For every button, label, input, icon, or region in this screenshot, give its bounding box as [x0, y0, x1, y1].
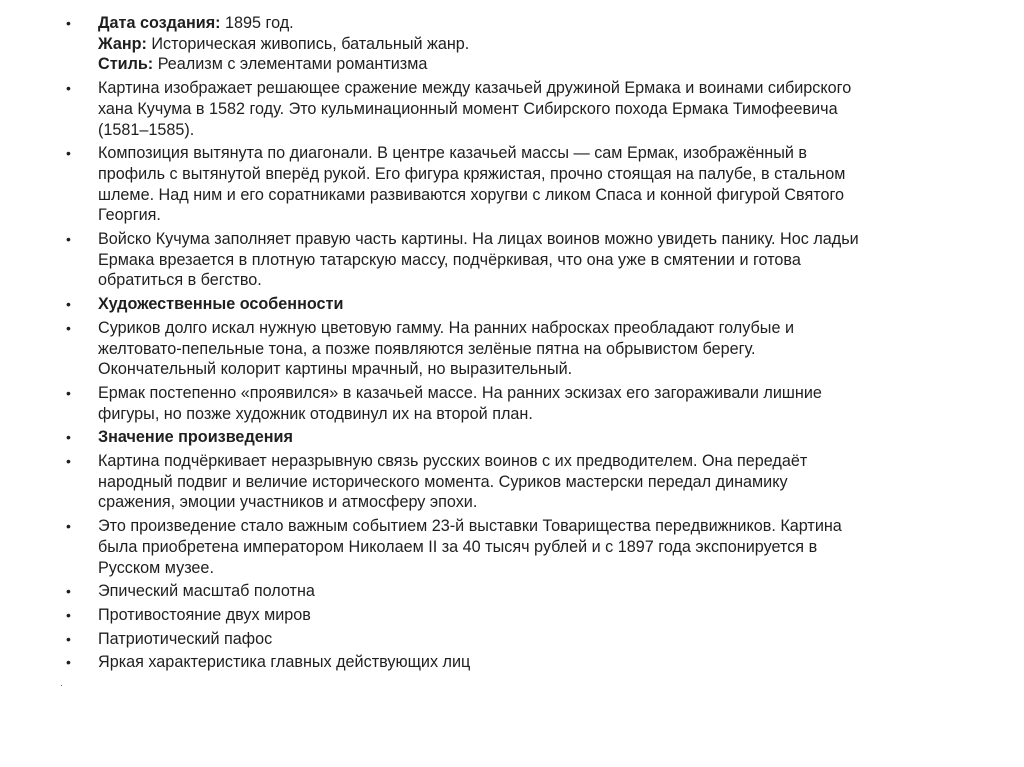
bullet-text: Эпический масштаб полотна [98, 582, 315, 601]
bullet-glyph: • [66, 231, 71, 248]
bullet-text: Противостояние двух миров [98, 605, 311, 624]
bullet-item [66, 581, 966, 602]
bullet-glyph: • [66, 630, 71, 647]
bullet-item [66, 143, 966, 226]
bullet-text: Композиция вытянута по диагонали. В центре казачьей массы — сам Ермак, изображённый в профиль с вытянутой вперёд рукой. Его фигура кряжистая, прочно стоящая на палубе, в стальном шлеме. Над ним и его соратниками развиваются хоругви с ликом Спаса и конной фигурой Святого Георгия. [98, 144, 846, 225]
bullet-item [66, 451, 966, 513]
section-heading-art [66, 294, 966, 315]
bullet-glyph: • [66, 15, 71, 31]
section-heading: Художественные особенности [98, 295, 344, 314]
bullet-item [66, 229, 966, 291]
bullet-glyph: • [66, 453, 71, 470]
bullet-item [66, 652, 966, 673]
bullet-item [66, 383, 966, 424]
bullet-list [66, 13, 966, 676]
bullet-item [66, 516, 966, 578]
bullet-glyph: • [66, 319, 71, 336]
bullet-glyph: • [66, 80, 71, 97]
bullet-text: Суриков долго искал нужную цветовую гамму. На ранних набросках преобладают голубые и желтовато-пепельные тона, а позже появляются зелёные пятна на обрывистом берегу. Окончательный колорит картины мрачный, но выразительный. [98, 318, 794, 379]
bullet-glyph: • [66, 384, 71, 401]
bullet-text [98, 13, 966, 75]
meta-line: Дата создания: 1895 год. [98, 14, 294, 32]
section-heading: Значение произведения [98, 428, 293, 447]
trailing-mark: . [60, 678, 63, 689]
section-heading-meaning [66, 427, 966, 448]
bullet-text: Войско Кучума заполняет правую часть картины. На лицах воинов можно увидеть панику. Нос ладьи Ермака врезается в плотную татарскую массу, подчёркивая, что она уже в смятении и готова обратиться в бегство. [98, 230, 859, 290]
meta-line: Жанр: Историческая живопись, батальный жанр. [98, 34, 470, 53]
bullet-text: Это произведение стало важным событием 23-й выставки Товарищества передвижников. Картина была приобретена императором Николаем II за 40 тысяч рублей и с 1897 года экспонируется в Русском музее. [98, 517, 842, 577]
bullet-item-meta [66, 13, 966, 75]
meta-line: Стиль: Реализм с элементами романтизма [98, 55, 428, 74]
bullet-glyph: • [66, 654, 71, 671]
bullet-glyph: • [66, 583, 71, 600]
bullet-glyph: • [66, 145, 71, 162]
bullet-item [66, 78, 966, 140]
bullet-text: Картина изображает решающее сражение между казачьей дружиной Ермака и воинами сибирского хана Кучума в 1582 году. Это кульминационный момент Сибирского похода Ермака Тимофеевича (1581–1585). [98, 79, 852, 139]
bullet-item [66, 629, 966, 650]
bullet-glyph: • [66, 429, 71, 446]
bullet-glyph: • [66, 296, 71, 313]
bullet-glyph: • [66, 518, 71, 535]
bullet-glyph: • [66, 606, 71, 623]
bullet-text: Ермак постепенно «проявился» в казачьей массе. На ранних эскизах его загораживали лишние фигуры, но позже художник отодвинул их на второй план. [98, 383, 822, 423]
bullet-item [66, 318, 966, 380]
bullet-text: Картина подчёркивает неразрывную связь русских воинов с их предводителем. Она передаёт народный подвиг и величие исторического момента. Суриков мастерски передал динамику сражения, эмоции участников и атмосферу эпохи. [98, 452, 808, 512]
bullet-item [66, 605, 966, 626]
bullet-text: Яркая характеристика главных действующих лиц [98, 653, 471, 672]
bullet-text: Патриотический пафос [98, 629, 273, 648]
